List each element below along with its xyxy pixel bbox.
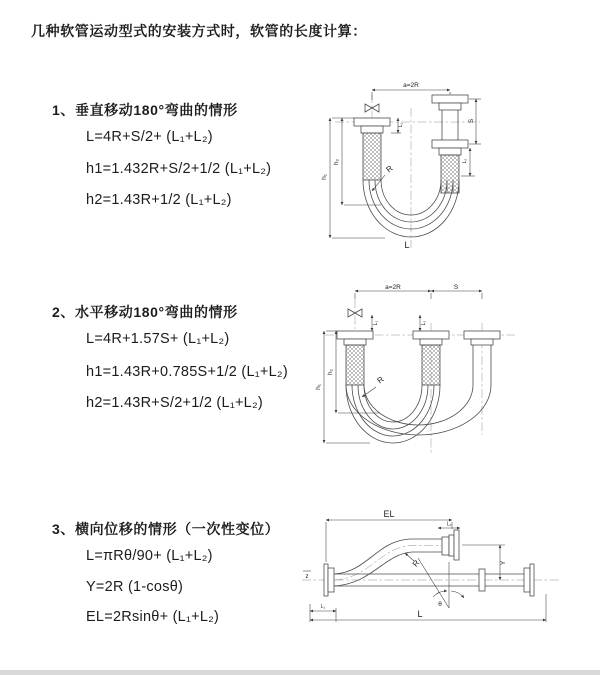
- dim-label-h1: h₁: [315, 384, 322, 390]
- formula-L: L=πRθ/90+ (L₁+L₂): [86, 548, 213, 564]
- dim-label-h2: h₂: [333, 158, 340, 166]
- dim-label-h2: h₂: [327, 368, 334, 376]
- dim-label-s: S: [468, 118, 475, 124]
- axis-label: z: [305, 573, 309, 580]
- section-heading: 1、垂直移动180°弯曲的情形: [52, 102, 238, 118]
- radius-label: R: [410, 558, 422, 569]
- radius-label: R: [375, 374, 386, 386]
- dim-label-l1: L₁: [373, 320, 379, 326]
- formula-Y: Y=2R (1-cosθ): [86, 579, 184, 595]
- dim-label-l2: L₂: [446, 521, 452, 528]
- centerlines: [302, 546, 560, 581]
- dim-label-span: a=2R: [385, 284, 401, 291]
- length-label: L: [417, 609, 423, 619]
- formula-h1: h1=1.43R+0.785S+1/2 (L₁+L₂): [86, 364, 288, 380]
- dim-label-l1: L₁: [398, 122, 404, 128]
- hose-curves: [334, 539, 442, 586]
- length-label: L: [404, 240, 410, 250]
- dim-label-l2: L₂: [421, 320, 427, 326]
- formula-EL: EL=2Rsinθ+ (L₁+L₂): [86, 609, 220, 625]
- formula-L: L=4R+S/2+ (L₁+L₂): [86, 129, 213, 145]
- formula-h1: h1=1.432R+S/2+1/2 (L₁+L₂): [86, 161, 272, 177]
- dimension-lines: [303, 520, 546, 622]
- dim-label-l1: L₁: [320, 604, 326, 610]
- flange-fittings: [337, 331, 500, 385]
- radius-label: R: [384, 163, 395, 175]
- section-heading: 3、横向位移的情形（一次性变位）: [52, 521, 280, 537]
- dim-label-l2: L₂: [462, 158, 468, 164]
- diagram-lateral-displacement: [300, 508, 565, 656]
- page-title: 几种软管运动型式的安装方式时，软管的长度计算：: [31, 23, 367, 39]
- dim-label-span: a=2R: [403, 82, 419, 89]
- formula-h2: h2=1.43R+S/2+1/2 (L₁+L₂): [86, 395, 263, 411]
- dim-label-shift: S: [453, 284, 459, 291]
- formula-L: L=4R+1.57S+ (L₁+L₂): [86, 331, 230, 347]
- dim-label-y: Y: [500, 560, 507, 566]
- dim-label-h1: h₁: [321, 174, 328, 180]
- section-heading: 2、水平移动180°弯曲的情形: [52, 304, 238, 320]
- formula-h2: h2=1.43R+1/2 (L₁+L₂): [86, 192, 232, 208]
- page-bottom-edge: [0, 670, 600, 675]
- diagram-horizontal-180-bend: [310, 283, 545, 461]
- diagram-vertical-180-bend: [315, 78, 530, 253]
- dim-label-el: EL: [383, 509, 395, 519]
- hose-curves: [346, 345, 491, 443]
- angle-label: θ: [438, 601, 442, 608]
